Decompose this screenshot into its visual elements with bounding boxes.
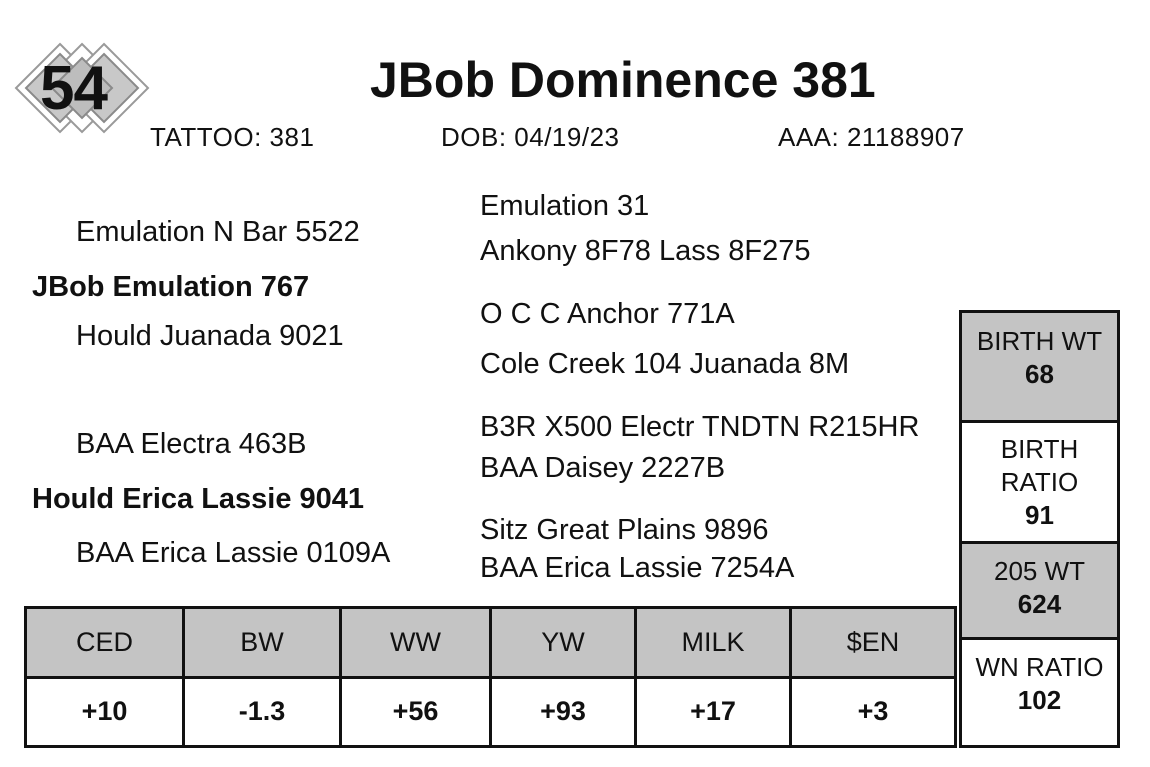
epd-value-milk: +17	[636, 677, 791, 747]
birth-weight-label: BIRTH WT	[976, 326, 1103, 356]
pedigree-sire-sire: Emulation N Bar 5522	[76, 216, 360, 248]
weight-205-value: 624	[1017, 589, 1062, 619]
performance-stats-panel	[959, 310, 1120, 748]
epd-header-row	[26, 608, 956, 678]
aaa-registration-text: AAA: 21188907	[778, 122, 965, 152]
epd-header-yw: YW	[491, 608, 636, 678]
pedigree-dam-dam-dam: BAA Erica Lassie 7254A	[480, 552, 795, 584]
epd-value-ced: +10	[26, 677, 184, 747]
birth-weight-value: 68	[1025, 359, 1054, 389]
animal-name: JBob Dominence 381	[370, 52, 876, 108]
epd-header-en: $EN	[791, 608, 956, 678]
pedigree-sire: JBob Emulation 767	[32, 271, 310, 303]
tattoo-text: TATTOO: 381	[150, 122, 315, 152]
weaning-ratio-value: 102	[1017, 685, 1062, 715]
epd-value-bw: -1.3	[184, 677, 341, 747]
pedigree-sire-sire-dam: Ankony 8F78 Lass 8F275	[480, 235, 811, 267]
pedigree-dam: Hould Erica Lassie 9041	[32, 483, 365, 515]
weight-205-label: 205 WT	[993, 556, 1086, 586]
pedigree-dam-sire-sire: B3R X500 Electr TNDTN R215HR	[480, 411, 920, 443]
birth-weight-box	[962, 313, 1117, 420]
epd-value-row	[26, 677, 956, 747]
pedigree-sire-dam: Hould Juanada 9021	[76, 320, 344, 352]
birth-ratio-label-line2: RATIO	[1000, 467, 1079, 497]
birth-ratio-value: 91	[1025, 500, 1054, 530]
weaning-ratio-box	[962, 640, 1117, 745]
weight-205-box	[962, 544, 1117, 637]
pedigree-dam-dam: BAA Erica Lassie 0109A	[76, 537, 391, 569]
epd-header-ced: CED	[26, 608, 184, 678]
epd-value-ww: +56	[341, 677, 491, 747]
pedigree-dam-sire: BAA Electra 463B	[76, 428, 307, 460]
epd-table	[24, 606, 957, 748]
pedigree-dam-dam-sire: Sitz Great Plains 9896	[480, 514, 769, 546]
epd-header-ww: WW	[341, 608, 491, 678]
epd-header-milk: MILK	[636, 608, 791, 678]
epd-value-yw: +93	[491, 677, 636, 747]
pedigree-sire-dam-dam: Cole Creek 104 Juanada 8M	[480, 348, 850, 380]
pedigree-sire-sire-sire: Emulation 31	[480, 190, 650, 222]
epd-header-bw: BW	[184, 608, 341, 678]
lot-number: 54	[40, 54, 107, 123]
birth-ratio-box	[962, 423, 1117, 541]
epd-value-en: +3	[791, 677, 956, 747]
birth-ratio-label-line1: BIRTH	[1000, 434, 1079, 464]
weaning-ratio-label: WN RATIO	[975, 652, 1104, 682]
pedigree-dam-sire-dam: BAA Daisey 2227B	[480, 452, 726, 484]
pedigree-sire-dam-sire: O C C Anchor 771A	[480, 298, 735, 330]
dob-text: DOB: 04/19/23	[441, 122, 620, 152]
